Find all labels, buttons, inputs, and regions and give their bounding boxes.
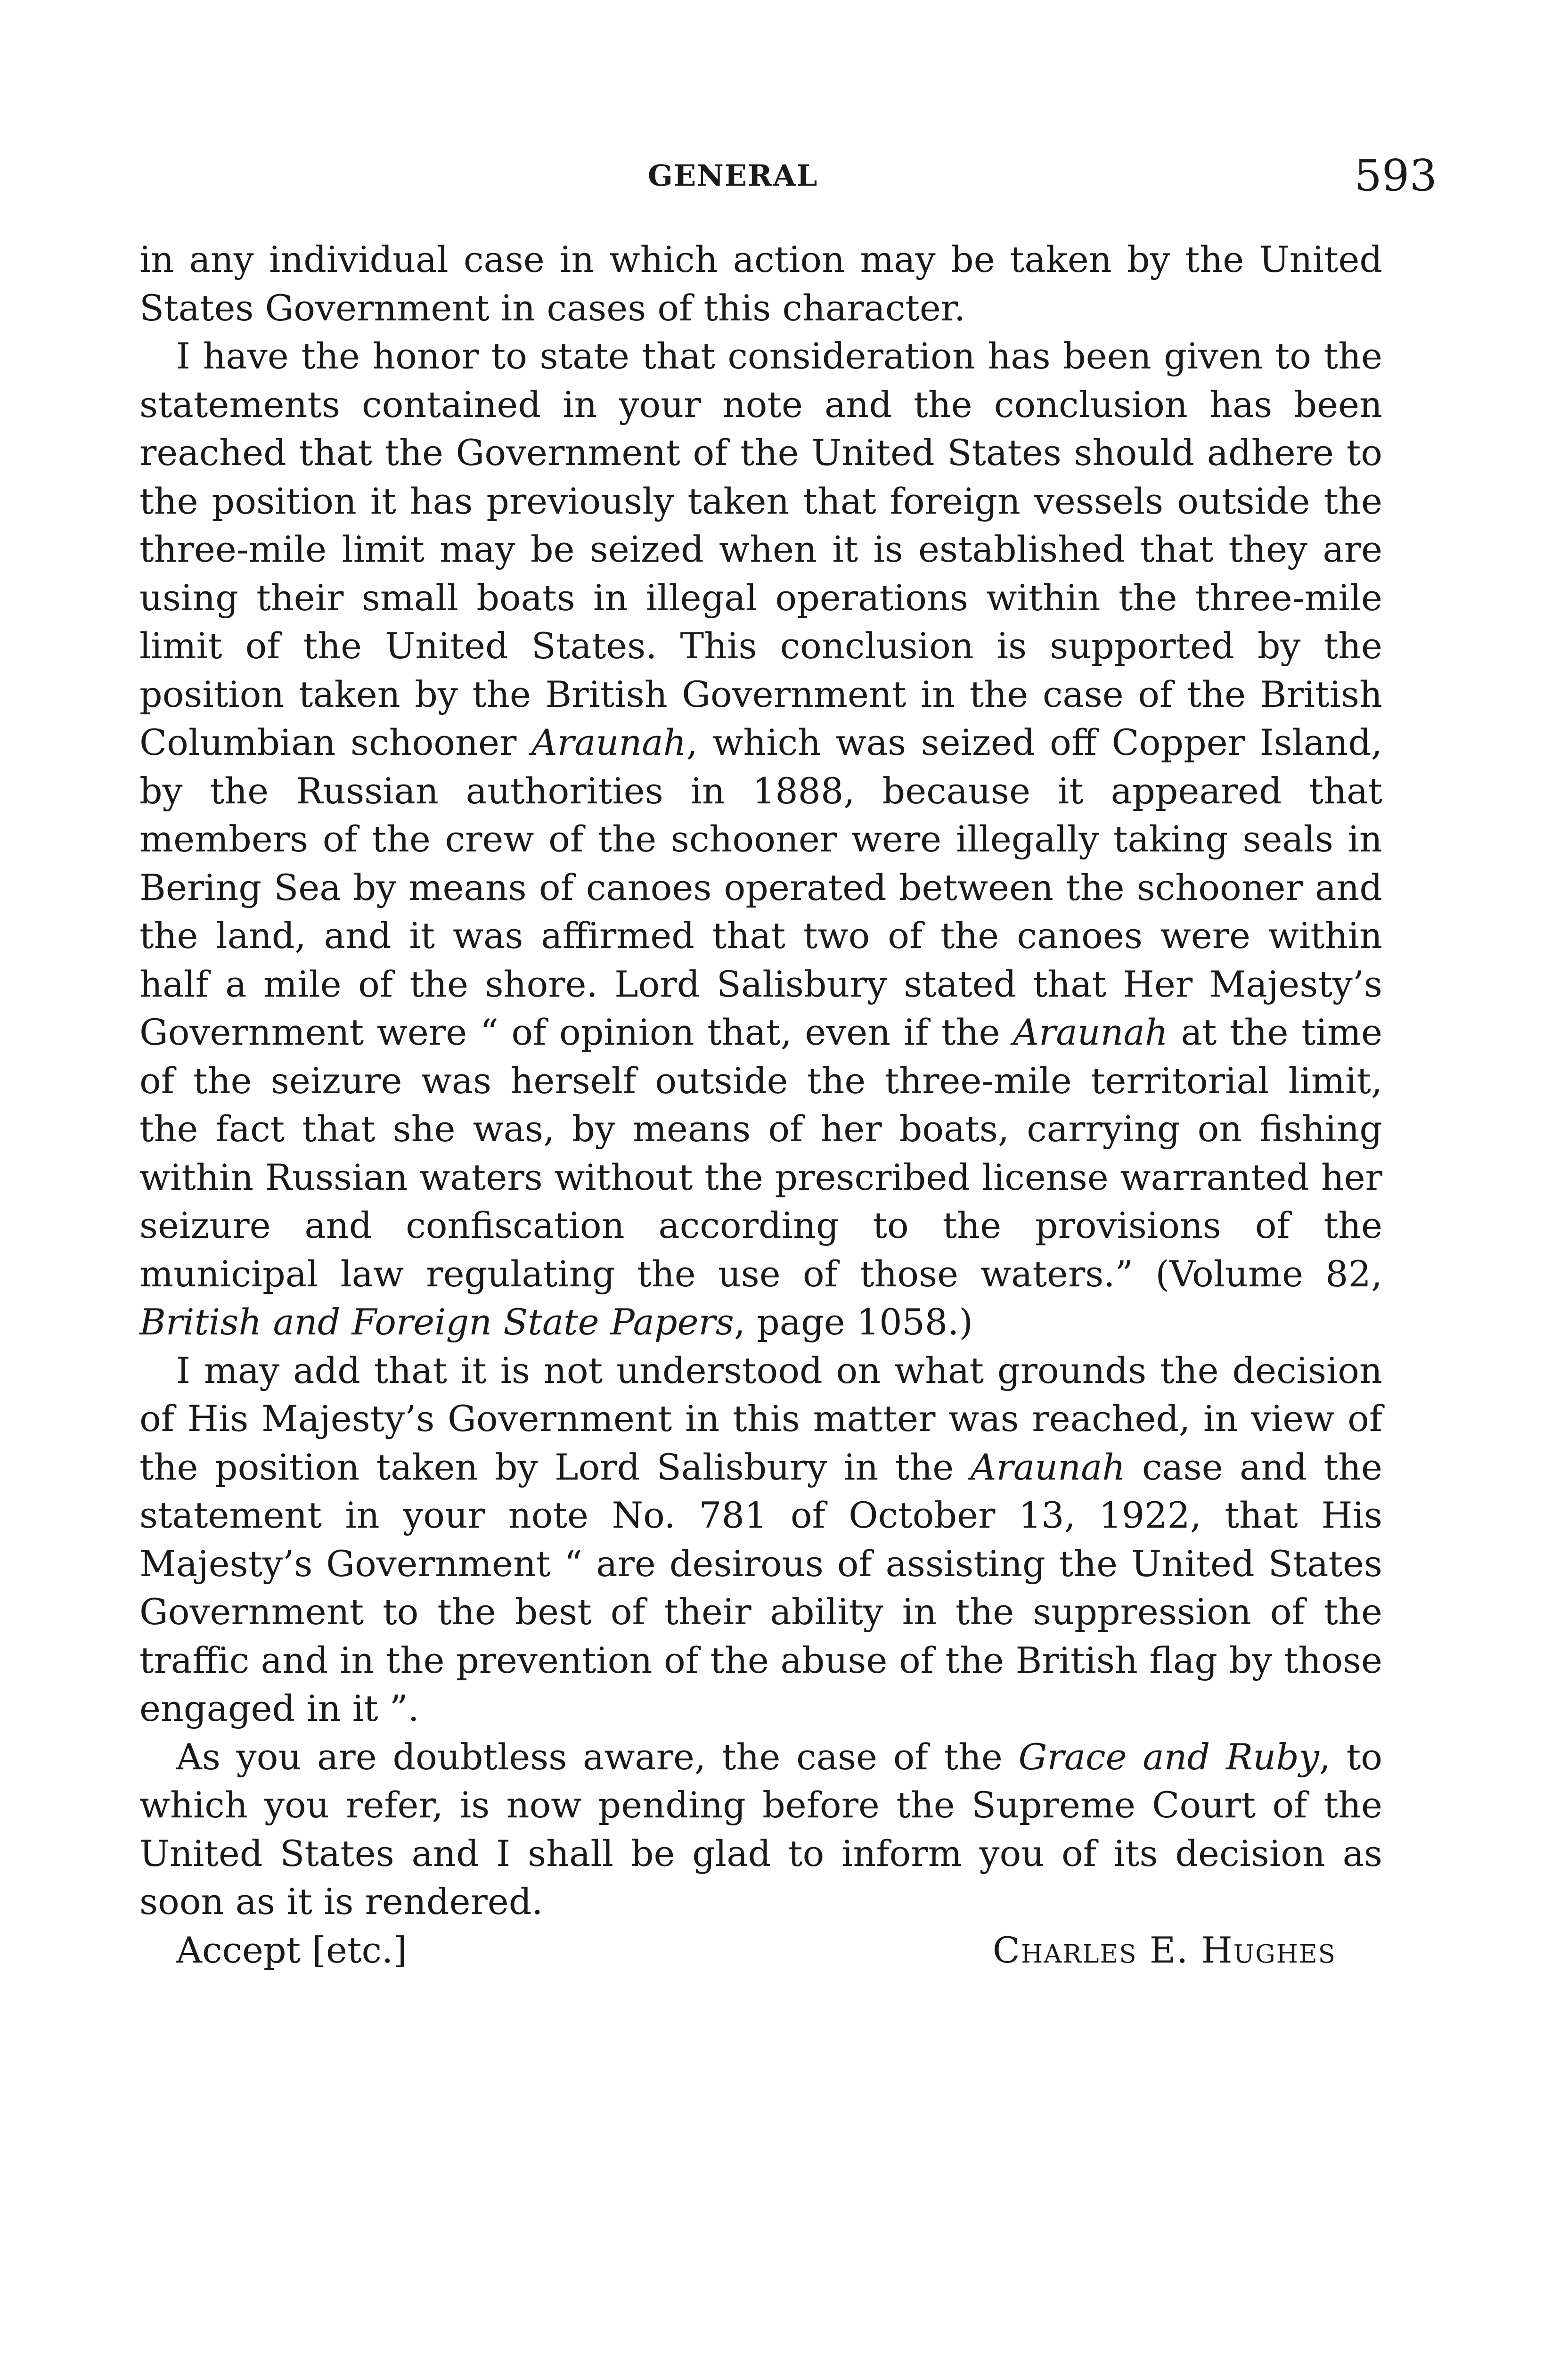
letter-closing [139, 1926, 1382, 1975]
signature: Charles E. Hughes [992, 1929, 1336, 1971]
paragraph-text: , page 1058.) [734, 1301, 973, 1343]
complimentary-close: Accept [etc.] [176, 1929, 407, 1971]
paragraph-grace-and-ruby [139, 1733, 1382, 1926]
letter-body [139, 236, 1382, 1974]
paragraph-continuation [139, 236, 1382, 332]
paragraph-text: case and the statement in your note No. 781 of October 13, 1922, that His Majesty’s Government “ are desirous of assisting the United States Government to the best of their ability in the suppression of the traffic and in the prevention of the abuse of the British flag by those engaged in it ”. [139, 1446, 1383, 1729]
page-header [0, 150, 1568, 202]
paragraph-text: I may add that it is not understood on what grounds the decision of His Majesty’s Government in this matter was reached, in view of the position taken by Lord Salisbury in the [139, 1349, 1382, 1488]
vessel-name-araunah: Araunah [970, 1446, 1126, 1488]
vessel-name-araunah: Araunah [531, 721, 686, 763]
vessel-name-grace-and-ruby: Grace and Ruby [1018, 1735, 1319, 1778]
running-head: GENERAL [648, 158, 818, 193]
paragraph-text: , which was seized off Copper Island, by the Russian authorities in 1888, because it appeared that members of the crew of the schooner were illegally taking seals in Bering Sea by means of canoes operated between the schooner and the land, and it was affirmed that two of the canoes were within half a mile of the shore. Lord Salisbury stated that Her Majesty’s Government were “ of opinion that, even if the [139, 721, 1383, 1053]
paragraph-text: at the time of the seizure was herself outside the three-mile territorial limit, the fact that she was, by means of her boats, carrying on fishing within Russian waters without the prescribed license warranted her seizure and confiscation according to the provisions of the municipal law regulating the use of those waters.” (Volume 82, [139, 1011, 1383, 1295]
publication-title: British and Foreign State Papers [139, 1301, 734, 1343]
paragraph-text: I have the honor to state that consideration has been given to the statements contained in your note and the conclusion has been reached that the Government of the United States should adhere to the position it has previously taken that foreign vessels outside the three-mile limit may be seized when it is established that they are using their small boats in illegal operations within the three-mile limit of the United States. This conclusion is supported by the position taken by the British Government in the case of the British Columbian schooner [139, 335, 1382, 763]
paragraph-text: As you are doubtless aware, the case of the [176, 1735, 1019, 1778]
paragraph-araunah-precedent [139, 332, 1382, 1347]
paragraph-text: , to which you refer, is now pending before the Supreme Court of the United States and I shall be glad to inform you of its decision as soon as it is rendered. [139, 1735, 1382, 1922]
vessel-name-araunah: Araunah [1013, 1011, 1168, 1053]
paragraph-text: in any individual case in which action may be taken by the United States Government in cases of this character. [139, 238, 1382, 329]
page-number: 593 [1354, 150, 1437, 201]
paragraph-majesty-government [139, 1347, 1382, 1733]
